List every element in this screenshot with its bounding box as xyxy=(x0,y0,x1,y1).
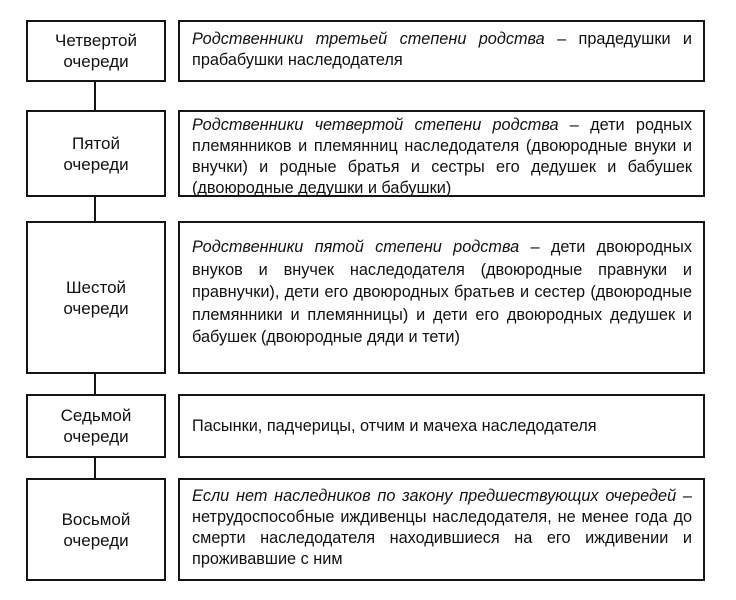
connector-line xyxy=(94,195,96,223)
connector-line xyxy=(94,80,96,112)
connector-line xyxy=(94,372,96,396)
description-box-eighth xyxy=(178,478,705,581)
order-box-eighth: Восьмой очереди xyxy=(26,478,166,581)
description-emphasis: Родственники четвертой степени родства xyxy=(192,116,559,134)
description-box-seventh xyxy=(178,394,705,458)
description-emphasis: Если нет наследников по закону предшествующих очередей xyxy=(192,487,677,505)
order-box-seventh: Седьмой очереди xyxy=(26,394,166,458)
order-box-fifth: Пятой очереди xyxy=(26,110,166,197)
description-text: – прадедушки и прабабушки наследодателя xyxy=(192,30,693,69)
description-text: – дети родных племянников и племянниц наследодателя (двоюродные внуки и внучки) и родные братья и сестры его дедушек и бабушек (двоюродные дедушки и бабушки) xyxy=(192,116,692,197)
description-text: Пасынки, падчерицы, отчим и мачеха наследодателя xyxy=(192,416,597,435)
connector-line xyxy=(94,456,96,480)
description-emphasis: Родственники третьей степени родства xyxy=(192,30,545,48)
description-text: – нетрудоспособные иждивенцы наследодателя, не менее года до смерти наследодателя находившиеся на его иждивении и проживавшие с ним xyxy=(192,487,692,568)
description-box-fifth xyxy=(178,110,705,197)
description-box-fourth xyxy=(178,20,705,82)
description-emphasis: Родственники пятой степени родства xyxy=(192,238,520,256)
description-box-sixth xyxy=(178,221,705,374)
description-text: – дети двоюродных внуков и внучек наследодателя (двоюродные правнуки и правнучки), дети его двоюродных братьев и сестер (двоюродные племянники и племянницы) и дети его двоюродных дедушек и бабушек (двоюродные дяди и тети) xyxy=(192,238,692,346)
order-box-fourth: Четвертой очереди xyxy=(26,20,166,82)
order-box-sixth: Шестой очереди xyxy=(26,221,166,374)
